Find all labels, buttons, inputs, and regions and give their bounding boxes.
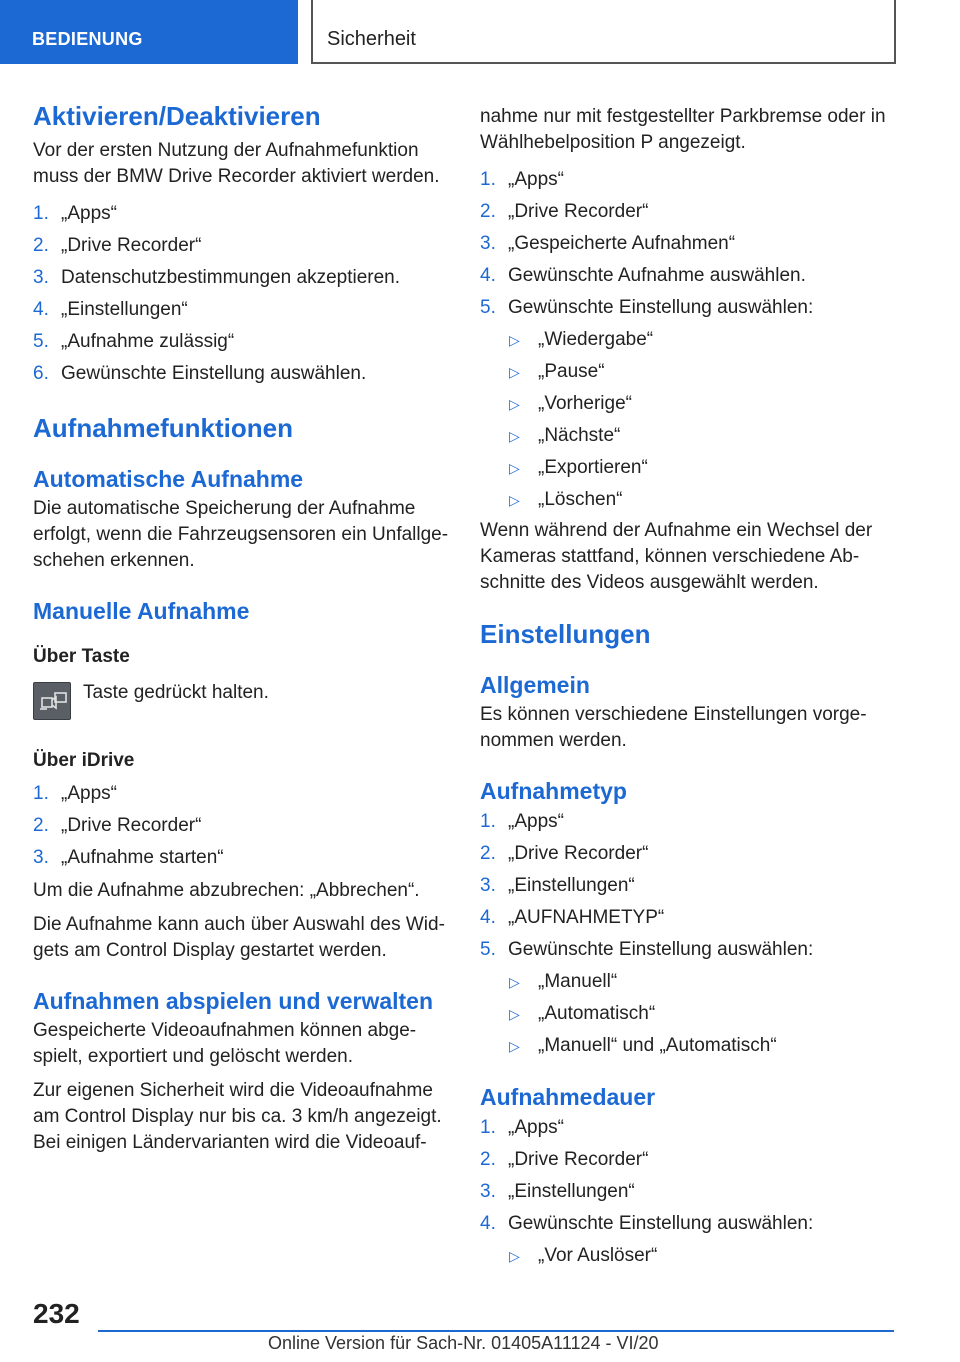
list-item: 6. Gewünschte Einstellung auswählen. xyxy=(33,363,367,384)
abspielen-text-1: Gespeicherte Videoaufnahmen können abgespielt, exportiert und gelöscht werden. xyxy=(33,1020,417,1067)
list-item: 5. Gewünschte Einstellung auswählen: xyxy=(480,939,814,960)
heading-aufnahmen-abspielen: Aufnahmen abspielen und verwalten xyxy=(33,988,434,1014)
list-item: 3. „Einstellungen“ xyxy=(480,1181,635,1202)
aufnahmedauer-options xyxy=(480,1240,910,1272)
section-tab: BEDIENUNG xyxy=(0,0,298,64)
heading-ueber-idrive: Über iDrive xyxy=(33,750,135,771)
aufnahmedauer-steps xyxy=(480,1112,910,1240)
list-item: 4. Gewünschte Einstellung auswählen: xyxy=(480,1213,814,1234)
list-item: ▷ „Manuell“ und „Automatisch“ xyxy=(480,1030,910,1062)
taste-row xyxy=(33,680,453,736)
bullet-triangle-icon: ▷ xyxy=(509,460,520,476)
list-item: 1. „Apps“ xyxy=(480,811,564,832)
footer-divider xyxy=(98,1330,894,1332)
heading-aktivieren: Aktivieren/Deaktivieren xyxy=(33,101,321,131)
list-item: 2. „Drive Recorder“ xyxy=(480,201,649,222)
heading-aufnahmetyp: Aufnahmetyp xyxy=(480,778,627,804)
abspielen-steps xyxy=(480,164,910,324)
list-item: ▷ „Nächste“ xyxy=(480,420,910,452)
list-item: 1. „Apps“ xyxy=(33,203,117,224)
heading-automatische-aufnahme: Automatische Aufnahme xyxy=(33,466,304,492)
chapter-tab: Sicherheit xyxy=(311,0,896,64)
list-item: 4. Gewünschte Aufnahme auswählen. xyxy=(480,265,806,286)
aufnahmetyp-steps xyxy=(480,806,910,966)
list-item: ▷ „Automatisch“ xyxy=(480,998,910,1030)
list-item: 2. „Drive Recorder“ xyxy=(480,1149,649,1170)
bullet-triangle-icon: ▷ xyxy=(509,332,520,348)
list-item: ▷ „Vor Auslöser“ xyxy=(480,1240,910,1272)
bullet-triangle-icon: ▷ xyxy=(509,396,520,412)
list-item: 3. „Einstellungen“ xyxy=(480,875,635,896)
list-item: 2. „Drive Recorder“ xyxy=(33,815,202,836)
bullet-triangle-icon: ▷ xyxy=(509,428,520,444)
list-item: ▷ „Pause“ xyxy=(480,356,910,388)
heading-manuelle-aufnahme: Manuelle Aufnahme xyxy=(33,598,250,624)
right-column xyxy=(480,100,910,1272)
list-item: 4. „AUFNAHMETYP“ xyxy=(480,907,665,928)
automatisch-text: Die automatische Speicherung der Aufnahme erfolgt, wenn die Fahrzeugsensoren ein Unfallgeschehen erkennen. xyxy=(33,498,449,571)
drive-recorder-button-icon xyxy=(33,682,71,720)
bullet-triangle-icon: ▷ xyxy=(509,1038,520,1054)
aktivieren-steps xyxy=(33,198,453,390)
list-item: 5. „Aufnahme zulässig“ xyxy=(33,331,235,352)
widget-text: Die Aufnahme kann auch über Auswahl des Widgets am Control Display gestartet werden. xyxy=(33,914,445,961)
aktivieren-text: Vor der ersten Nutzung der Aufnahmefunktion muss der BMW Drive Recorder aktiviert werden. xyxy=(33,140,440,187)
bullet-triangle-icon: ▷ xyxy=(509,1248,520,1264)
allgemein-text: Es können verschiedene Einstellungen vorgenommen werden. xyxy=(480,704,867,751)
list-item: 4. „Einstellungen“ xyxy=(33,299,188,320)
list-item: 3. „Gespeicherte Aufnahmen“ xyxy=(480,233,736,254)
list-item: 5. Gewünschte Einstellung auswählen: xyxy=(480,297,814,318)
taste-text: Taste gedrückt halten. xyxy=(83,682,269,703)
bullet-triangle-icon: ▷ xyxy=(509,974,520,990)
list-item: 1. „Apps“ xyxy=(480,169,564,190)
list-item: ▷ „Exportieren“ xyxy=(480,452,910,484)
list-item: ▷ „Wiedergabe“ xyxy=(480,324,910,356)
footer-text: Online Version für Sach-Nr. 01405A11124 - VI/20 xyxy=(268,1333,659,1353)
abbrechen-text: Um die Aufnahme abzubrechen: „Abbrechen“. xyxy=(33,880,420,901)
list-item: ▷ „Manuell“ xyxy=(480,966,910,998)
list-item: ▷ „Vorherige“ xyxy=(480,388,910,420)
list-item: ▷ „Löschen“ xyxy=(480,484,910,516)
heading-einstellungen: Einstellungen xyxy=(480,619,651,649)
list-item: 1. „Apps“ xyxy=(33,783,117,804)
list-item: 2. „Drive Recorder“ xyxy=(33,235,202,256)
continuation-text: nahme nur mit festgestellter Parkbremse oder in Wählhebelposition P angezeigt. xyxy=(480,106,886,153)
heading-aufnahmedauer: Aufnahmedauer xyxy=(480,1084,656,1110)
left-column xyxy=(33,100,453,1156)
abspielen-options xyxy=(480,324,910,516)
bullet-triangle-icon: ▷ xyxy=(509,492,520,508)
list-item: 3. Datenschutzbestimmungen akzeptieren. xyxy=(33,267,401,288)
wechsel-text: Wenn während der Aufnahme ein Wechsel der Kameras stattfand, können verschiedene Abschnitte des Videos ausgewählt werden. xyxy=(480,520,873,593)
list-item: 1. „Apps“ xyxy=(480,1117,564,1138)
bullet-triangle-icon: ▷ xyxy=(509,1006,520,1022)
heading-ueber-taste: Über Taste xyxy=(33,646,130,667)
heading-allgemein: Allgemein xyxy=(480,672,590,698)
aufnahmetyp-options xyxy=(480,966,910,1062)
list-item: 3. „Aufnahme starten“ xyxy=(33,847,224,868)
page-number: 232 xyxy=(33,1298,80,1329)
bullet-triangle-icon: ▷ xyxy=(509,364,520,380)
idrive-steps xyxy=(33,778,453,874)
list-item: 2. „Drive Recorder“ xyxy=(480,843,649,864)
heading-aufnahmefunktionen: Aufnahmefunktionen xyxy=(33,413,293,443)
abspielen-text-2: Zur eigenen Sicherheit wird die Videoaufnahme am Control Display nur bis ca. 3 km/h angezeigt. Bei einigen Ländervarianten wird die Videoauf- xyxy=(33,1080,442,1153)
